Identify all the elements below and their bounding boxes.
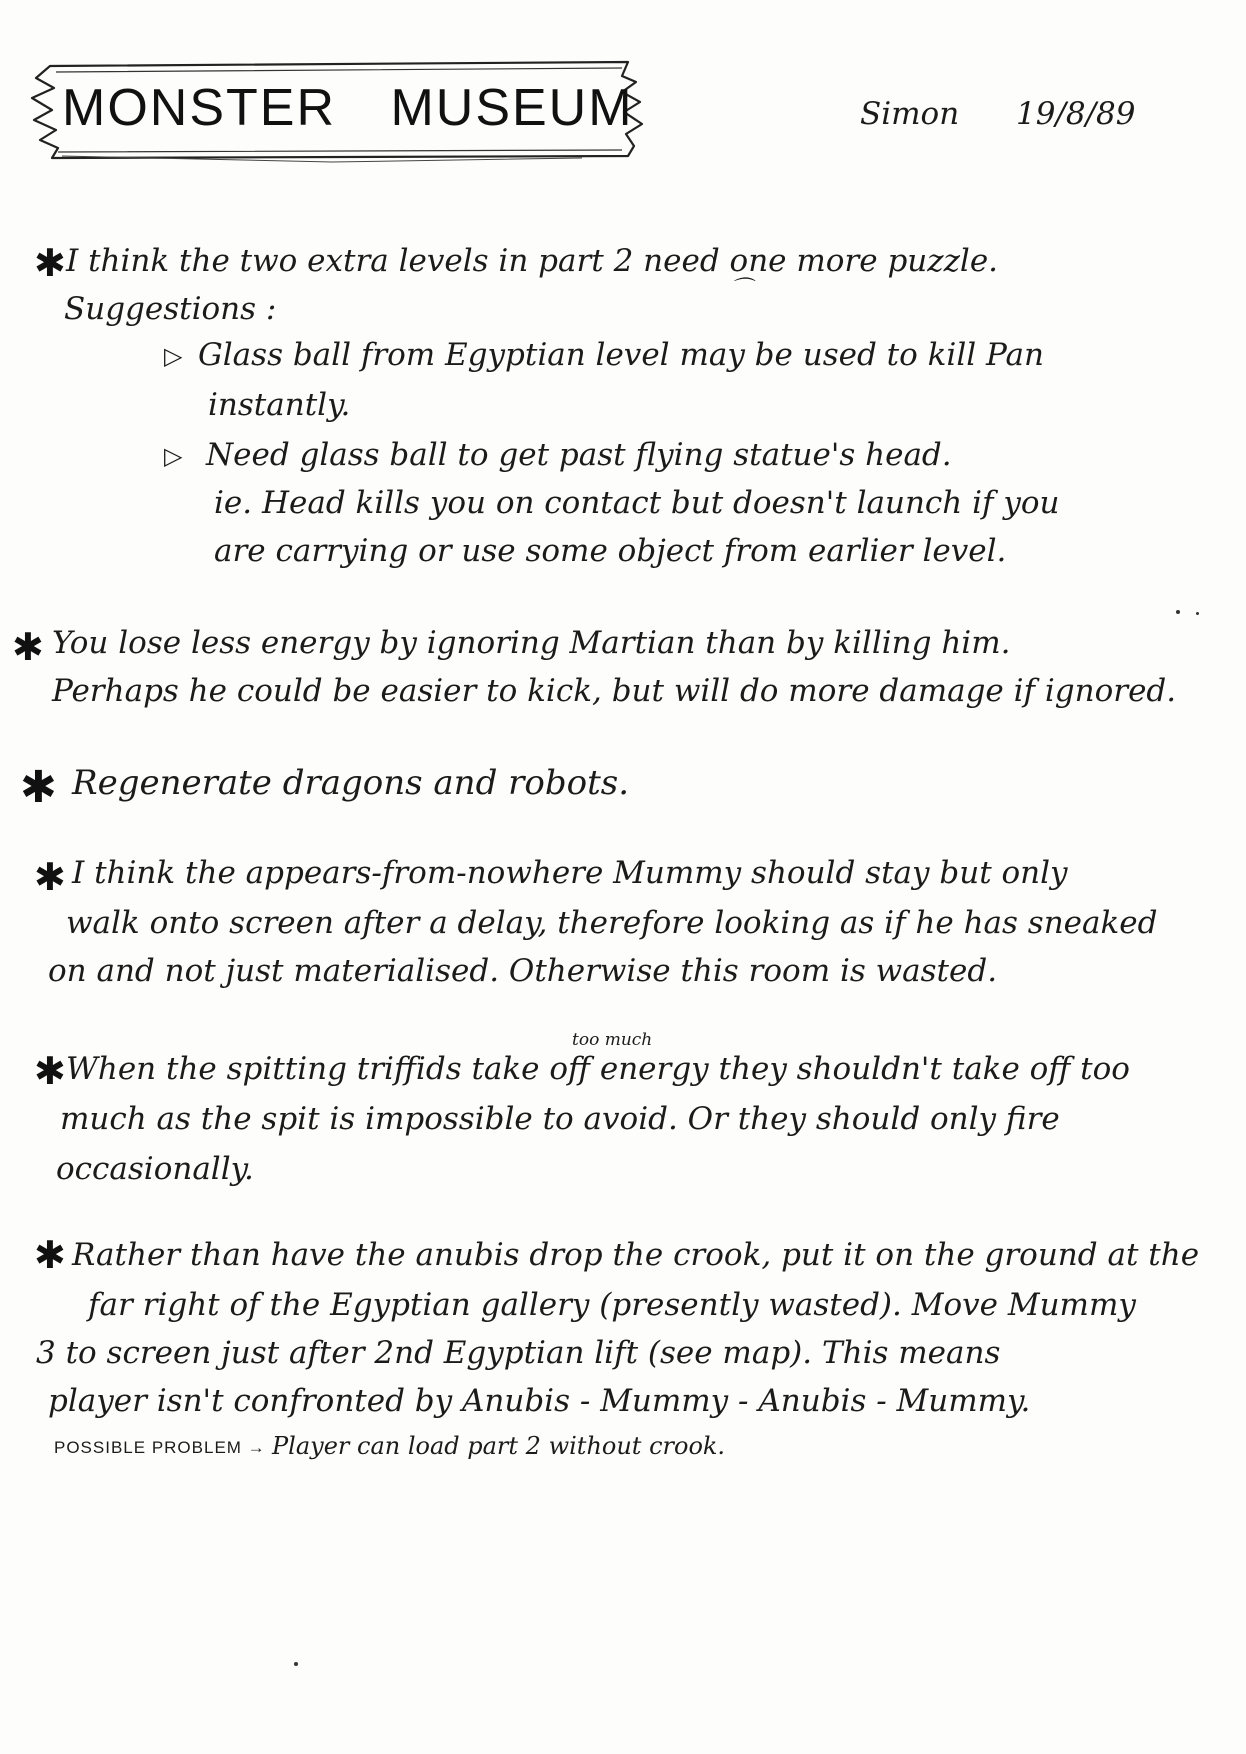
bullet-star: ✱ bbox=[34, 855, 66, 899]
note-line: Suggestions : bbox=[64, 291, 277, 327]
note-line: much as the spit is impossible to avoid. Or they should only fire bbox=[60, 1101, 1060, 1137]
bullet-star: ✱ bbox=[12, 625, 44, 669]
note-line: Perhaps he could be easier to kick, but will do more damage if ignored. bbox=[52, 673, 1177, 709]
possible-problem-text: Player can load part 2 without crook. bbox=[272, 1432, 726, 1460]
suggestion-line: instantly. bbox=[208, 387, 351, 423]
paper-speck bbox=[1176, 610, 1180, 614]
bullet-star: ✱ bbox=[34, 1233, 66, 1277]
note-line: occasionally. bbox=[56, 1151, 254, 1187]
suggestion-line: are carrying or use some object from earlier level. bbox=[214, 533, 1007, 569]
inserted-words: too much bbox=[572, 1030, 653, 1050]
note-line: far right of the Egyptian gallery (presently wasted). Move Mummy bbox=[88, 1287, 1136, 1323]
note-date: 19/8/89 bbox=[1016, 96, 1136, 132]
note-line: player isn't confronted by Anubis - Mummy - Anubis - Mummy. bbox=[48, 1383, 1031, 1419]
caret-mark: ⌒ bbox=[730, 277, 753, 302]
arrow-marker: ▷ bbox=[164, 442, 183, 470]
arrow-marker: ▷ bbox=[164, 342, 183, 370]
suggestion-line: Need glass ball to get past flying statue's head. bbox=[206, 437, 952, 473]
note-line: 3 to screen just after 2nd Egyptian lift (see map). This means bbox=[36, 1335, 1001, 1371]
paper-speck bbox=[1196, 612, 1199, 615]
paper-speck bbox=[294, 1662, 298, 1666]
note-line: Regenerate dragons and robots. bbox=[72, 763, 630, 803]
bullet-star: ✱ bbox=[34, 241, 66, 285]
suggestion-line: Glass ball from Egyptian level may be used to kill Pan bbox=[198, 337, 1044, 373]
document-title: MONSTER MUSEUM bbox=[62, 79, 634, 137]
title-banner bbox=[22, 52, 672, 164]
note-line: walk onto screen after a delay, therefore looking as if he has sneaked bbox=[66, 905, 1158, 941]
note-line: I think the two extra levels in part 2 need one more puzzle. bbox=[66, 243, 999, 279]
note-line: on and not just materialised. Otherwise this room is wasted. bbox=[48, 953, 998, 989]
suggestion-line: ie. Head kills you on contact but doesn't launch if you bbox=[214, 485, 1060, 521]
note-line: Rather than have the anubis drop the crook, put it on the ground at the bbox=[72, 1237, 1200, 1273]
note-line: You lose less energy by ignoring Martian than by killing him. bbox=[52, 625, 1011, 661]
bullet-star: ✱ bbox=[34, 1049, 66, 1093]
note-line: When the spitting triffids take off energy they shouldn't take off too bbox=[66, 1051, 1130, 1087]
note-line: I think the appears-from-nowhere Mummy should stay but only bbox=[72, 855, 1068, 891]
bullet-star: ✱ bbox=[20, 762, 57, 813]
author-name: Simon bbox=[860, 96, 960, 132]
possible-problem-label: POSSIBLE PROBLEM → bbox=[54, 1438, 266, 1457]
